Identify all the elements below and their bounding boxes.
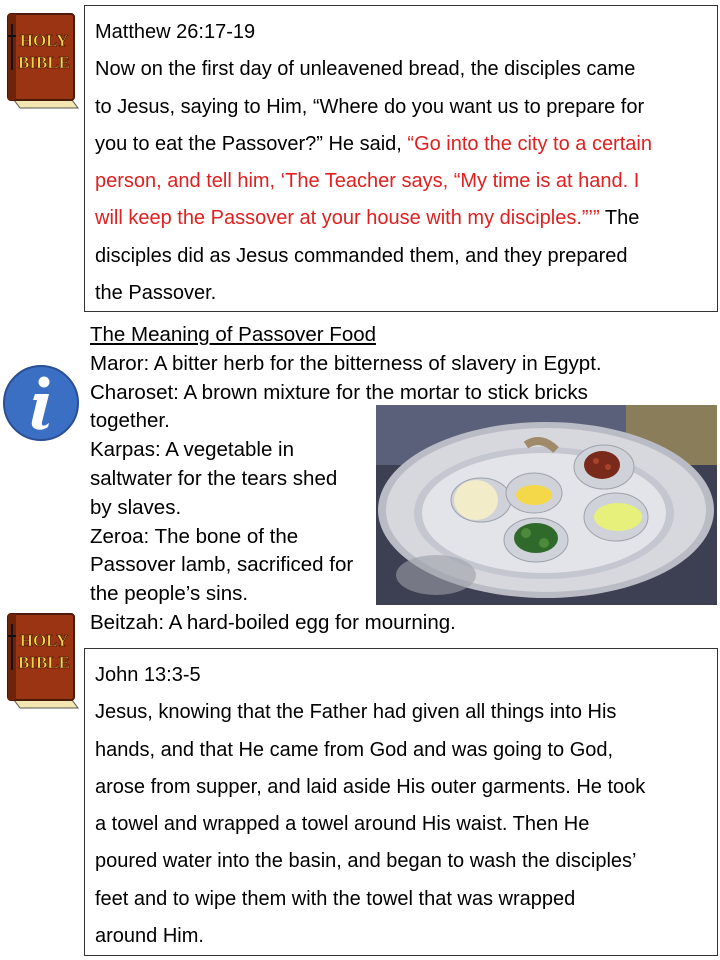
matthew-verse-box: [84, 5, 718, 312]
food-line-zeroa-cont: Passover lamb, sacrificed for: [90, 553, 354, 577]
john-reference: John 13:3-5: [95, 664, 201, 686]
bible-icon-text-holy: HOLY: [19, 31, 69, 50]
matthew-line-6: [95, 200, 707, 237]
food-line-charoset: Charoset: A brown mixture for the mortar to stick bricks: [90, 380, 588, 404]
matthew-line-7: disciples did as Jesus commanded them, and they prepared: [95, 244, 628, 267]
john-verse-box: [84, 648, 718, 956]
food-line-charoset-cont: together.: [90, 409, 170, 433]
john-line-1: Jesus, knowing that the Father had given all things into His: [95, 701, 617, 724]
food-line-karpas-cont: saltwater for the tears shed: [90, 466, 338, 490]
matthew-reference: Matthew 26:17-19: [95, 21, 256, 43]
info-icon: [2, 364, 80, 442]
john-line-6: feet and to wipe them with the towel that was wrapped: [95, 887, 576, 910]
john-line-2: hands, and that He came from God and was going to God,: [95, 738, 614, 761]
john-line-3: arose from supper, and laid aside His outer garments. He took: [95, 775, 646, 798]
seder-plate-image: [376, 405, 717, 605]
food-line-maror: Maror: A bitter herb for the bitterness of slavery in Egypt.: [90, 351, 602, 375]
food-line-karpas-end: by slaves.: [90, 495, 182, 519]
matthew-line-1: Now on the first day of unleavened bread, the disciples came: [95, 58, 636, 81]
jesus-words-start: “Go into the city to a certain: [407, 132, 652, 155]
matthew-line-3-text: you to eat the Passover?” He said,: [95, 132, 408, 155]
matthew-line-3: [95, 126, 707, 163]
john-line-7: around Him.: [95, 925, 204, 948]
food-line-zeroa: Zeroa: The bone of the: [90, 524, 299, 548]
holy-bible-icon: [2, 10, 80, 110]
matthew-line-2: to Jesus, saying to Him, “Where do you want us to prepare for: [95, 95, 645, 118]
holy-bible-icon-2: [2, 610, 80, 710]
bible-icon-2-text-holy: HOLY: [19, 631, 69, 650]
food-line-beitzah: Beitzah: A hard-boiled egg for mourning.: [90, 610, 456, 634]
matthew-after-red: The: [599, 207, 640, 230]
john-line-5: poured water into the basin, and began to wash the disciples’: [95, 850, 637, 873]
john-line-4: a towel and wrapped a towel around His waist. Then He: [95, 813, 590, 836]
passover-food-heading: The Meaning of Passover Food: [90, 323, 377, 346]
food-line-karpas: Karpas: A vegetable in: [90, 438, 295, 462]
bible-icon-2-text-bible: BIBLE: [18, 653, 70, 672]
jesus-words-line-2: will keep the Passover at your house with my disciples.”’”: [95, 207, 600, 230]
jesus-words-line-1: person, and tell him, ‘The Teacher says, “My time is at hand. I: [95, 170, 640, 193]
matthew-line-8: the Passover.: [95, 282, 217, 305]
bible-icon-text-bible: BIBLE: [18, 53, 70, 72]
food-line-zeroa-end: the people’s sins.: [90, 582, 249, 606]
